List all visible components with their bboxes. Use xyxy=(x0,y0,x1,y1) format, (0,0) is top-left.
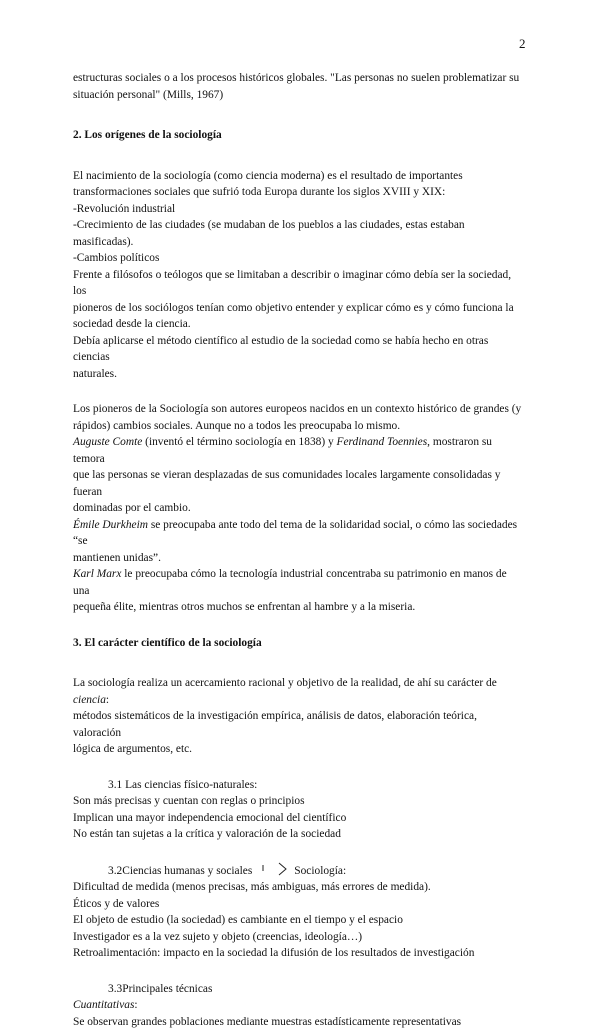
list-item: Implican una mayor independencia emocional del científico xyxy=(73,810,523,827)
paragraph-line: pioneros de los sociólogos tenían como objetivo entender y explicar cómo es y cómo funciona la xyxy=(73,300,523,317)
list-item: Se observan grandes poblaciones mediante muestras estadísticamente representativas xyxy=(73,1014,523,1030)
list-item: -Crecimiento de las ciudades (se mudaban de los pueblos a las ciudades, estas estaban masificadas). xyxy=(73,217,523,250)
paragraph-line: Los pioneros de la Sociología son autores europeos nacidos en un contexto histórico de grandes (y xyxy=(73,401,523,418)
paragraph-line: naturales. xyxy=(73,366,523,383)
list-item: El objeto de estudio (la sociedad) es cambiante en el tiempo y el espacio xyxy=(73,912,523,929)
paragraph-line: Karl Marx le preocupaba cómo la tecnología industrial concentraba su patrimonio en manos de una xyxy=(73,566,523,599)
list-item: -Revolución industrial xyxy=(73,201,523,218)
list-item: No están tan sujetas a la crítica y valoración de la sociedad xyxy=(73,826,523,843)
author-durkheim: Émile Durkheim xyxy=(73,519,148,531)
document-body xyxy=(73,70,523,1030)
intro-line: situación personal" (Mills, 1967) xyxy=(73,87,523,104)
arrow-icon xyxy=(260,862,290,876)
intro-line: estructuras sociales o a los procesos históricos globales. "Las personas no suelen problematizar su xyxy=(73,70,523,87)
paragraph-line: que las personas se vieran desplazadas de sus comunidades locales largamente consolidadas y fueran xyxy=(73,467,523,500)
paragraph-line: Debía aplicarse el método científico al estudio de la sociedad como se había hecho en otras ciencias xyxy=(73,333,523,366)
paragraph-line: sociedad desde la ciencia. xyxy=(73,316,523,333)
author-toennies: Ferdinand Toennies xyxy=(337,436,428,448)
paragraph-line: rápidos) cambios sociales. Aunque no a todos les preocupaba lo mismo. xyxy=(73,418,523,435)
paragraph-line: Auguste Comte (inventó el término sociología en 1838) y Ferdinand Toennies, mostraron su temora xyxy=(73,434,523,467)
paragraph-line: mantienen unidas”. xyxy=(73,550,523,567)
paragraph-line: métodos sistemáticos de la investigación empírica, análisis de datos, elaboración teórica, valoración xyxy=(73,708,523,741)
paragraph-line: pequeña élite, mientras otros muchos se enfrentan al hambre y a la miseria. xyxy=(73,599,523,616)
section-heading-scientific: 3. El carácter científico de la sociología xyxy=(73,635,523,652)
list-item: Dificultad de medida (menos precisas, más ambiguas, más errores de medida). xyxy=(73,879,523,896)
paragraph-line: Frente a filósofos o teólogos que se limitaban a describir o imaginar cómo debía ser la sociedad, los xyxy=(73,267,523,300)
paragraph-line: transformaciones sociales que sufrió toda Europa durante los siglos XVIII y XIX: xyxy=(73,184,523,201)
list-item: Son más precisas y cuentan con reglas o principios xyxy=(73,793,523,810)
paragraph-line: La sociología realiza un acercamiento racional y objetivo de la realidad, de ahí su carácter de ciencia: xyxy=(73,675,523,708)
subsection-subtitle: Cuantitativas: xyxy=(73,997,523,1014)
author-marx: Karl Marx xyxy=(73,568,121,580)
paragraph-line: lógica de argumentos, etc. xyxy=(73,741,523,758)
subsection-title-3-3: 3.3Principales técnicas xyxy=(73,981,523,998)
list-item: Éticos y de valores xyxy=(73,896,523,913)
paragraph-line: El nacimiento de la sociología (como ciencia moderna) es el resultado de importantes xyxy=(73,168,523,185)
author-comte: Auguste Comte xyxy=(73,436,142,448)
page-number: 2 xyxy=(519,36,526,52)
list-item: -Cambios políticos xyxy=(73,250,523,267)
paragraph-line: dominadas por el cambio. xyxy=(73,500,523,517)
subsection-title-3-1: 3.1 Las ciencias físico-naturales: xyxy=(73,777,523,794)
subsection-title-3-2: 3.2Ciencias humanas y sociales Sociología: xyxy=(73,862,523,880)
list-item: Investigador es a la vez sujeto y objeto (creencias, ideología…) xyxy=(73,929,523,946)
list-item: Retroalimentación: impacto en la sociedad la difusión de los resultados de investigación xyxy=(73,945,523,962)
section-heading-origins: 2. Los orígenes de la sociología xyxy=(73,127,523,144)
paragraph-line: Émile Durkheim se preocupaba ante todo del tema de la solidaridad social, o cómo las sociedades “se xyxy=(73,517,523,550)
